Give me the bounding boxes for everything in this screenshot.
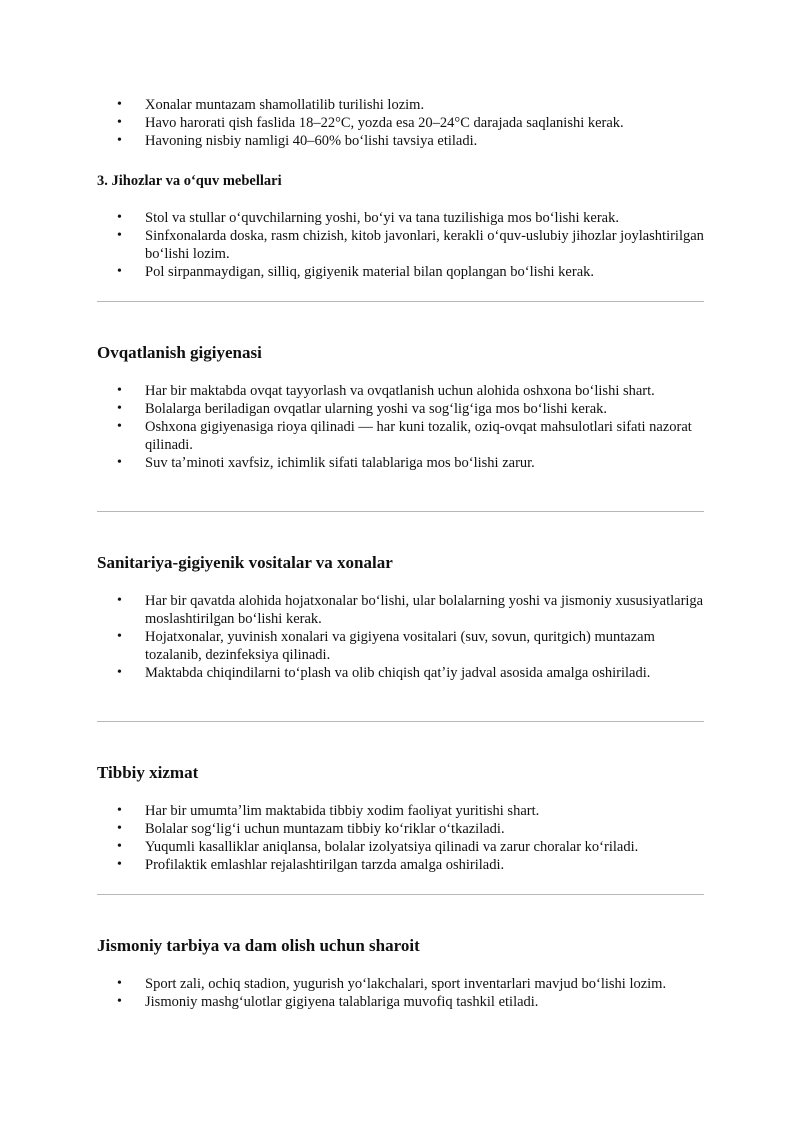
sport-heading: Jismoniy tarbiya va dam olish uchun sharoit (97, 936, 420, 955)
list-item: • Maktabda chiqindilarni toʻplash va olib chiqish qatʼiy jadval asosida amalga oshiriladi. (97, 664, 704, 682)
nutrition-heading: Ovqatlanish gigiyenasi (97, 343, 262, 362)
medical-list (97, 802, 638, 874)
sport-list (97, 975, 666, 1011)
ventilation-list (97, 96, 624, 150)
list-item: • Stol va stullar oʻquvchilarning yoshi, boʻyi va tana tuzilishiga mos boʻlishi kerak. (97, 209, 704, 227)
list-item: • Jismoniy mashgʻulotlar gigiyena talablariga muvofiq tashkil etiladi. (97, 993, 666, 1011)
divider (97, 894, 704, 895)
list-item: • Hojatxonalar, yuvinish xonalari va gigiyena vositalari (suv, sovun, quritgich) muntazam tozalanib, dezinfeksiya qilinadi. (97, 628, 704, 664)
list-item: • Yuqumli kasalliklar aniqlansa, bolalar izolyatsiya qilinadi va zarur choralar koʻriladi. (97, 838, 638, 856)
furniture-subheading: 3. Jihozlar va oʻquv mebellari (97, 173, 282, 189)
list-item: • Har bir qavatda alohida hojatxonalar boʻlishi, ular bolalarning yoshi va jismoniy xususiyatlariga moslashtirilgan boʻlishi kerak. (97, 592, 704, 628)
list-item: • Sinfxonalarda doska, rasm chizish, kitob javonlari, kerakli oʻquv-uslubiy jihozlar joylashtirilgan boʻlishi lozim. (97, 227, 704, 263)
furniture-list (97, 209, 704, 281)
list-item: • Suv taʼminoti xavfsiz, ichimlik sifati talablariga mos boʻlishi zarur. (97, 454, 704, 472)
nutrition-list (97, 382, 704, 472)
divider (97, 301, 704, 302)
list-item: • Oshxona gigiyenasiga rioya qilinadi — har kuni tozalik, oziq-ovqat mahsulotlari sifati nazorat qilinadi. (97, 418, 704, 454)
divider (97, 511, 704, 512)
list-item: • Har bir maktabda ovqat tayyorlash va ovqatlanish uchun alohida oshxona boʻlishi shart. (97, 382, 704, 400)
list-item: • Havoning nisbiy namligi 40–60% boʻlishi tavsiya etiladi. (97, 132, 624, 150)
sanitary-heading: Sanitariya-gigiyenik vositalar va xonalar (97, 553, 393, 572)
sanitary-list (97, 592, 704, 682)
medical-heading: Tibbiy xizmat (97, 763, 199, 782)
list-item: • Bolalarga beriladigan ovqatlar ularning yoshi va sogʻligʻiga mos boʻlishi kerak. (97, 400, 704, 418)
list-item: • Har bir umumtaʼlim maktabida tibbiy xodim faoliyat yuritishi shart. (97, 802, 638, 820)
list-item: • Pol sirpanmaydigan, silliq, gigiyenik material bilan qoplangan boʻlishi kerak. (97, 263, 704, 281)
list-item: • Bolalar sogʻligʻi uchun muntazam tibbiy koʻriklar oʻtkaziladi. (97, 820, 638, 838)
list-item: • Xonalar muntazam shamollatilib turilishi lozim. (97, 96, 624, 114)
list-item: • Sport zali, ochiq stadion, yugurish yoʻlakchalari, sport inventarlari mavjud boʻlishi lozim. (97, 975, 666, 993)
list-item: • Havo harorati qish faslida 18–22°C, yozda esa 20–24°C darajada saqlanishi kerak. (97, 114, 624, 132)
list-item: • Profilaktik emlashlar rejalashtirilgan tarzda amalga oshiriladi. (97, 856, 638, 874)
divider (97, 721, 704, 722)
